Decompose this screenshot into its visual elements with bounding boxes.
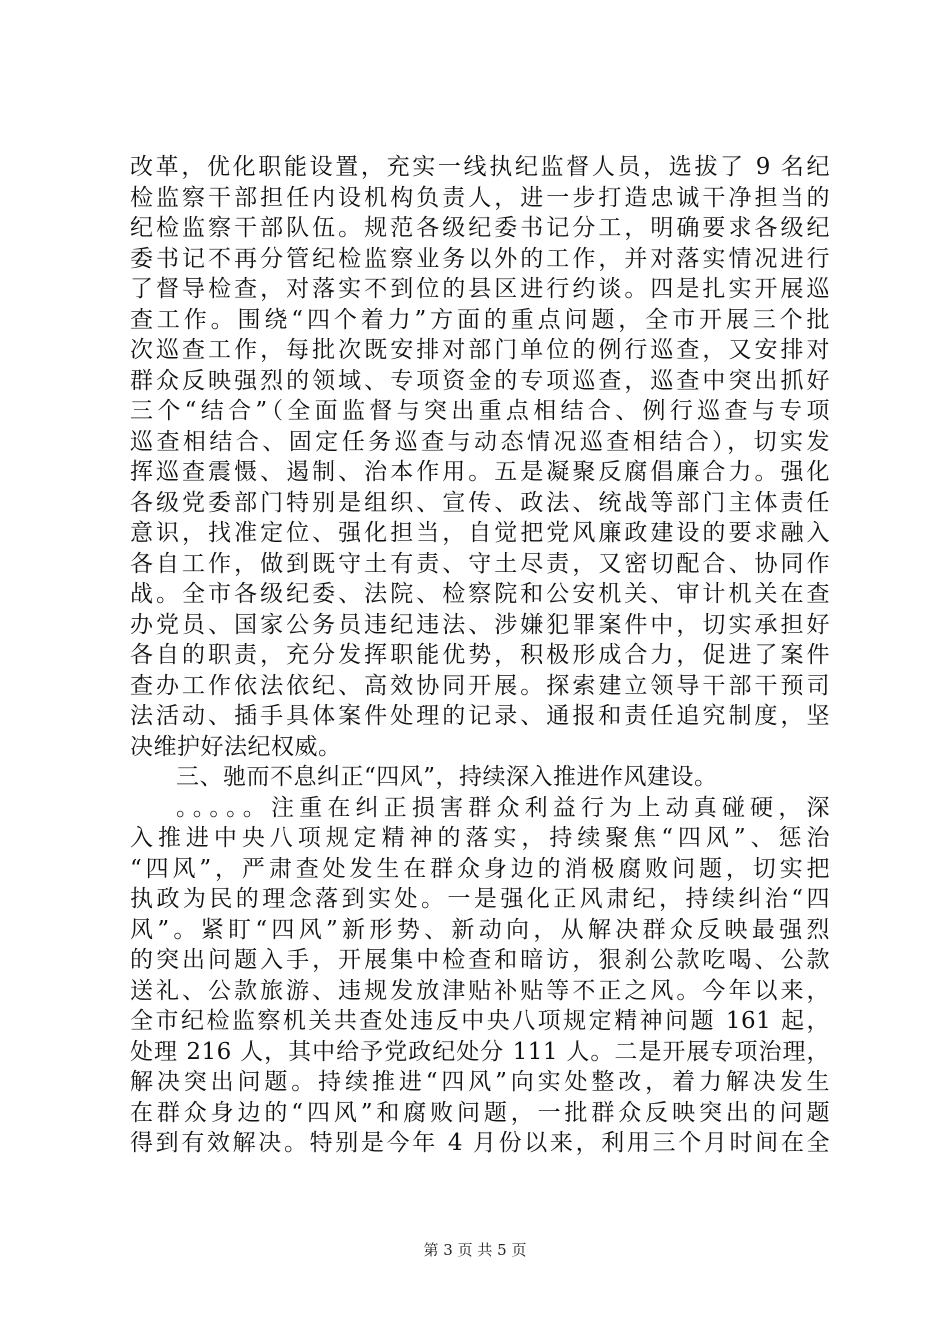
text-line: 查工作。围绕“四个着力”方面的重点问题，全市开展三个批 [130, 306, 830, 333]
text-line: 查办工作依法依纪、高效协同开展。探索建立领导干部干预司 [130, 672, 830, 699]
text-line: 检监察干部担任内设机构负责人，进一步打造忠诚干净担当的 [130, 184, 830, 211]
text-line: 在群众身边的“四风”和腐败问题，一批群众反映突出的问题 [130, 1099, 830, 1126]
text-line: 挥巡查震慑、遏制、治本作用。五是凝聚反腐倡廉合力。强化 [130, 459, 830, 485]
text-line: 各自的职责，充分发挥职能优势，积极形成合力，促进了案件 [130, 642, 830, 668]
text-line: 群众反映强烈的领域、专项资金的专项巡查，巡查中突出抓好 [130, 367, 830, 394]
text-line: 次巡查工作，每批次既安排对部门单位的例行巡查，又安排对 [130, 337, 830, 363]
text-line: 委书记不再分管纪检监察业务以外的工作，并对落实情况进行 [130, 245, 830, 272]
text-line: 解决突出问题。持续推进“四风”向实处整改，着力解决发生 [130, 1069, 830, 1095]
text-line: 三个“结合”（全面监督与突出重点相结合、例行巡查与专项 [130, 398, 830, 424]
text-line: 法活动、插手具体案件处理的记录、通报和责任追究制度，坚 [130, 703, 830, 729]
text-line: “四风”，严肃查处发生在群众身边的消极腐败问题，切实把 [130, 855, 830, 882]
text-line: 各自工作，做到既守土有责、守土尽责，又密切配合、协同作 [130, 550, 830, 577]
section-heading: 三、驰而不息纠正“四风”，持续深入推进作风建设。 [176, 764, 718, 790]
text-line: 办党员、国家公务员违纪违法、涉嫌犯罪案件中，切实承担好 [130, 611, 830, 638]
text-line: 纪检监察干部队伍。规范各级纪委书记分工，明确要求各级纪 [130, 215, 830, 241]
text-line: 巡查相结合、固定任务巡查与动态情况巡查相结合），切实发 [130, 428, 830, 455]
text-line: 入推进中央八项规定精神的落实，持续聚焦“四风”、惩治 [130, 825, 830, 851]
text-line: 执政为民的理念落到实处。一是强化正风肃纪，持续纠治“四 [130, 886, 830, 912]
document-body [130, 152, 830, 1159]
text-line: 各级党委部门特别是组织、宣传、政法、统战等部门主体责任 [130, 489, 830, 516]
text-line: 改革，优化职能设置，充实一线执纪监督人员，选拔了 9 名纪 [130, 154, 830, 180]
text-line: 风”。紧盯“四风”新形势、新动向，从解决群众反映最强烈 [130, 916, 830, 943]
page-number-footer: 第 3 页 共 5 页 [423, 1241, 527, 1259]
text-line: 全市纪检监察机关共查处违反中央八项规定精神问题 161 起， [130, 1008, 830, 1034]
text-line: 意识，找准定位、强化担当，自觉把党风廉政建设的要求融入 [130, 520, 830, 546]
text-line: 决维护好法纪权威。 [130, 733, 342, 760]
text-line: 的突出问题入手，开展集中检查和暗访，狠刹公款吃喝、公款 [130, 947, 830, 973]
text-line: 战。全市各级纪委、法院、检察院和公安机关、审计机关在查 [130, 581, 830, 607]
text-line: 了督导检查，对落实不到位的县区进行约谈。四是扎实开展巡 [130, 276, 830, 302]
text-line: 处理 216 人，其中给予党政纪处分 111 人。二是开展专项治理， [130, 1038, 830, 1065]
text-line: 送礼、公款旅游、违规发放津贴补贴等不正之风。今年以来， [130, 977, 830, 1004]
text-line: 得到有效解决。特别是今年 4 月份以来，利用三个月时间在全 [130, 1130, 830, 1156]
text-line: 。。。。。注重在纠正损害群众利益行为上动真碰硬，深 [176, 794, 830, 821]
